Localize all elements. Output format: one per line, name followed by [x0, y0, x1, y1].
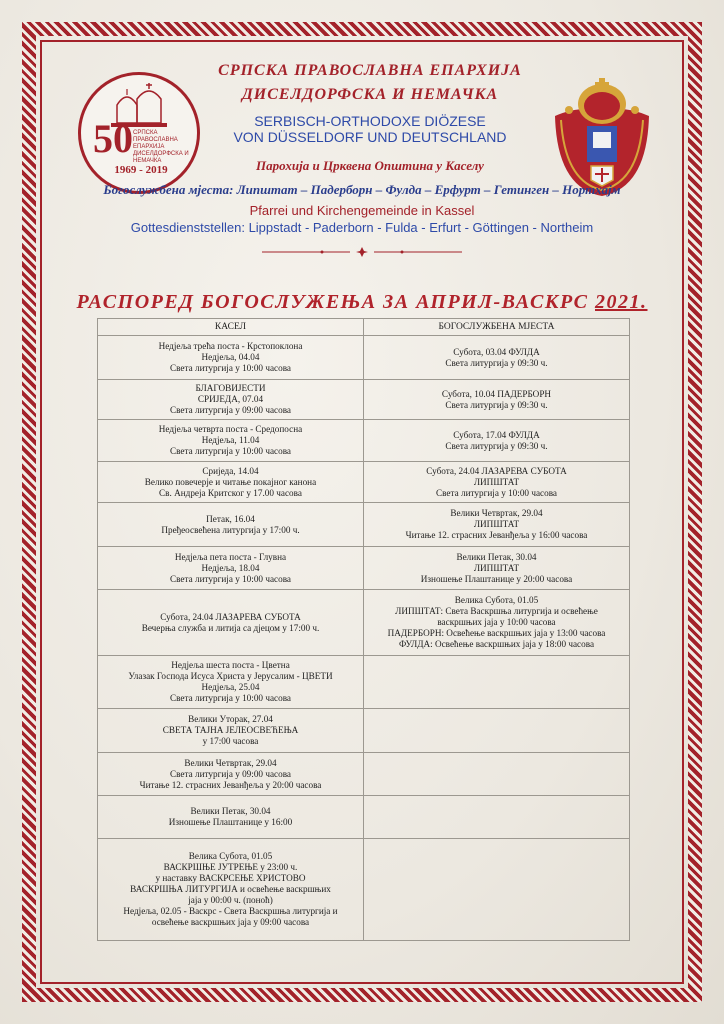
cell-line: Недјеља, 11.04 — [201, 435, 260, 445]
table-row — [98, 796, 630, 839]
eparchy-name-german-line1: SERBISCH-ORTHODOXE DIÖZESE — [254, 113, 486, 129]
service-places-cell — [364, 796, 630, 839]
service-places-cell — [364, 839, 630, 941]
cell-line: Субота, 10.04 ПАДЕРБОРН — [441, 388, 552, 399]
cell-line: ЛИПШТАТ: Света Васкршња литургија и освећење — [395, 606, 598, 616]
eparchy-name-german-line2: VON DÜSSELDORF UND DEUTSCHLAND — [233, 129, 507, 145]
cell-line: Света литургија у 10:00 часова — [436, 487, 557, 498]
cell-line: Недјеља, 04.04 — [201, 352, 260, 362]
service-places-cell — [364, 656, 630, 709]
service-places-cell — [364, 753, 630, 796]
cell-line: Вечерња служба и литија са дјецом у 17:00 ч. — [141, 622, 320, 633]
cell-line: Света литургија у 09:00 часова — [170, 405, 291, 415]
kassel-cell — [98, 336, 364, 380]
kassel-cell — [98, 839, 364, 941]
cell-line: Недјеља трећа поста - Крстопоклона — [158, 341, 303, 351]
cell-line: Читање 12. страсних Јеванђеља у 16:00 часова — [405, 530, 588, 540]
cell-line: Света литургија у 09:30 ч. — [445, 399, 548, 410]
parish-name-german: Pfarrei und Kirchengemeinde in Kassel — [249, 203, 475, 218]
cell-line: Света литургија у 10:00 часова — [170, 446, 291, 456]
cell-line: Велика Субота, 01.05 — [188, 851, 273, 861]
cell-line: Света литургија у 10:00 часова — [170, 693, 291, 703]
cell-line: СВЕТА ТАЈНА ЈЕЛЕОСВЕЋЕЊА — [162, 725, 299, 735]
cell-line: освећење васкршњих јаја у 09:00 часова — [151, 917, 310, 927]
cell-line: СРИЈЕДА, 07.04 — [197, 394, 264, 404]
table-row — [98, 839, 630, 941]
service-places-cell — [364, 380, 630, 420]
column-header-service-places: БОГОСЛУЖБЕНА МЈЕСТА — [364, 319, 630, 336]
cell-line: ПАДЕРБОРН: Освећење васкршњих јаја у 13:00 часова — [387, 628, 606, 638]
table-row — [98, 590, 630, 656]
cell-line: Недјеља, 25.04 — [201, 682, 260, 692]
kassel-cell — [98, 753, 364, 796]
kassel-cell — [98, 420, 364, 462]
kassel-cell — [98, 656, 364, 709]
service-places-cell — [364, 590, 630, 656]
table-row — [98, 420, 630, 462]
cell-line: Субота, 17.04 ФУЛДА — [453, 429, 540, 440]
logo-text: СРПСКА ПРАВОСЛАВНА ЕПАРХИЈА ДИСЕЛДОРФСКА И НЕМАЧКА — [133, 130, 189, 164]
cell-line: Изношење Плаштанице у 20:00 часова — [420, 573, 573, 584]
service-places-german: Gottesdienststellen: Lippstadt - Paderborn - Fulda - Erfurt - Göttingen - Northeim — [130, 220, 594, 235]
cell-line: Велика Субота, 01.05 — [454, 595, 539, 605]
cell-line: Изношење Плаштанице у 16:00 — [168, 817, 293, 827]
cell-line: Субота, 03.04 ФУЛДА — [453, 346, 540, 357]
cell-line: Света литургија у 09:00 часова — [170, 768, 291, 779]
cell-line: ЛИПШТАТ — [473, 519, 520, 529]
service-places-cell — [364, 462, 630, 503]
cell-line: Недјеља шеста поста - Цветна — [171, 660, 290, 670]
cell-line: Св. Андреја Критског у 17.00 часова — [159, 487, 302, 498]
cell-line: Света литургија у 10:00 часова — [170, 573, 291, 584]
cell-line: ЛИПШТАТ — [473, 562, 520, 573]
cell-line: Улазак Господа Исуса Христа у Јерусалим - ЦВЕТИ — [128, 671, 333, 681]
cell-line: БЛАГОВИЈЕСТИ — [195, 383, 266, 393]
cell-line: јаја у 00:00 ч. (поноћ) — [188, 895, 273, 905]
cell-line: ВАСКРШЊА ЛИТУРГИЈА и освећење васкршњих — [130, 884, 331, 894]
cell-line: Света литургија у 09:30 ч. — [445, 357, 548, 368]
kassel-cell — [98, 709, 364, 753]
cell-line: Велики Уторак, 27.04 — [188, 714, 273, 724]
cell-line: Недјеља пета поста - Глувна — [174, 551, 287, 562]
kassel-cell — [98, 547, 364, 590]
table-row — [98, 709, 630, 753]
cell-line: Велико повечерје и читање покајног канона — [144, 476, 317, 487]
schedule-title — [60, 291, 664, 314]
table-row — [98, 547, 630, 590]
cell-line: Читање 12. страсних Јеванђеља у 20:00 часова — [139, 779, 322, 790]
cell-line: ЛИПШТАТ — [473, 476, 520, 487]
cell-line: ВАСКРШЊЕ ЈУТРЕЊЕ у 23:00 ч. — [163, 862, 298, 872]
service-places-cell — [364, 547, 630, 590]
eparchy-name-serbian-line1: СРПСКА ПРАВОСЛАВНА ЕПАРХИЈА — [218, 62, 522, 79]
cell-line: Велики Четвртак, 29.04 — [450, 508, 543, 518]
cell-line: Пређеосвећена литургија у 17:00 ч. — [161, 524, 300, 535]
cell-line: Велики Четвртак, 29.04 — [184, 757, 277, 768]
parish-name-serbian: Парохија и Црквена Општина у Каселу — [256, 158, 484, 173]
eparchy-name-serbian-line2: ДИСЕЛДОРФСКА И НЕМАЧКА — [241, 86, 499, 103]
logo-number: 50 — [93, 116, 133, 161]
cell-line: Недјеља, 18.04 — [201, 562, 260, 573]
cell-line: Света литургија у 10:00 часова — [170, 363, 291, 373]
service-places-cell — [364, 709, 630, 753]
cell-line: у 17:00 часова — [202, 736, 259, 746]
cell-line: Велики Петак, 30.04 — [190, 806, 271, 816]
cell-line: Субота, 24.04 ЛАЗАРЕВА СУБОТА — [426, 465, 567, 476]
table-row — [98, 380, 630, 420]
logo-years: 1969 - 2019 — [114, 164, 168, 176]
table-row — [98, 753, 630, 796]
column-header-kassel: КАСЕЛ — [98, 319, 364, 336]
table-row — [98, 503, 630, 547]
kassel-cell — [98, 590, 364, 656]
schedule-title-text: РАСПОРЕД БОГОСЛУЖЕЊА ЗА АПРИЛ-ВАСКРС — [76, 291, 595, 313]
table-header-row — [98, 319, 630, 336]
ornament-divider-icon — [262, 247, 462, 257]
cell-line: у наставку ВАСКРСЕЊЕ ХРИСТОВО — [155, 873, 306, 883]
service-places-cell — [364, 420, 630, 462]
cell-line: Недјеља, 02.05 - Васкрс - Света Васкршња литургија и — [123, 906, 338, 916]
anniversary-logo — [78, 72, 200, 194]
cell-line: Велики Петак, 30.04 — [456, 551, 537, 562]
kassel-cell — [98, 380, 364, 420]
schedule-table — [97, 318, 630, 941]
kassel-cell — [98, 503, 364, 547]
service-places-cell — [364, 336, 630, 380]
table-row — [98, 336, 630, 380]
cell-line: Света литургија у 09:30 ч. — [445, 440, 548, 451]
schedule-title-year: 2021. — [595, 291, 648, 313]
cell-line: Петак, 16.04 — [206, 513, 255, 524]
table-row — [98, 462, 630, 503]
kassel-cell — [98, 796, 364, 839]
table-row — [98, 656, 630, 709]
cell-line: Сриједа, 14.04 — [202, 465, 259, 476]
cell-line: Субота, 24.04 ЛАЗАРЕВА СУБОТА — [160, 611, 301, 622]
service-places-cell — [364, 503, 630, 547]
service-places-serbian: Богослужбена мјеста: Липштат – Падерборн – Фулда – Ерфурт – Гетинген – Нортхајм — [103, 182, 621, 197]
cell-line: Недјеља четврта поста - Средопосна — [158, 424, 303, 434]
cell-line: васкршњих јаја у 10:00 часова — [437, 617, 556, 627]
cell-line: ФУЛДА: Освећење васкршњих јаја у 18:00 часова — [398, 639, 595, 649]
kassel-cell — [98, 462, 364, 503]
